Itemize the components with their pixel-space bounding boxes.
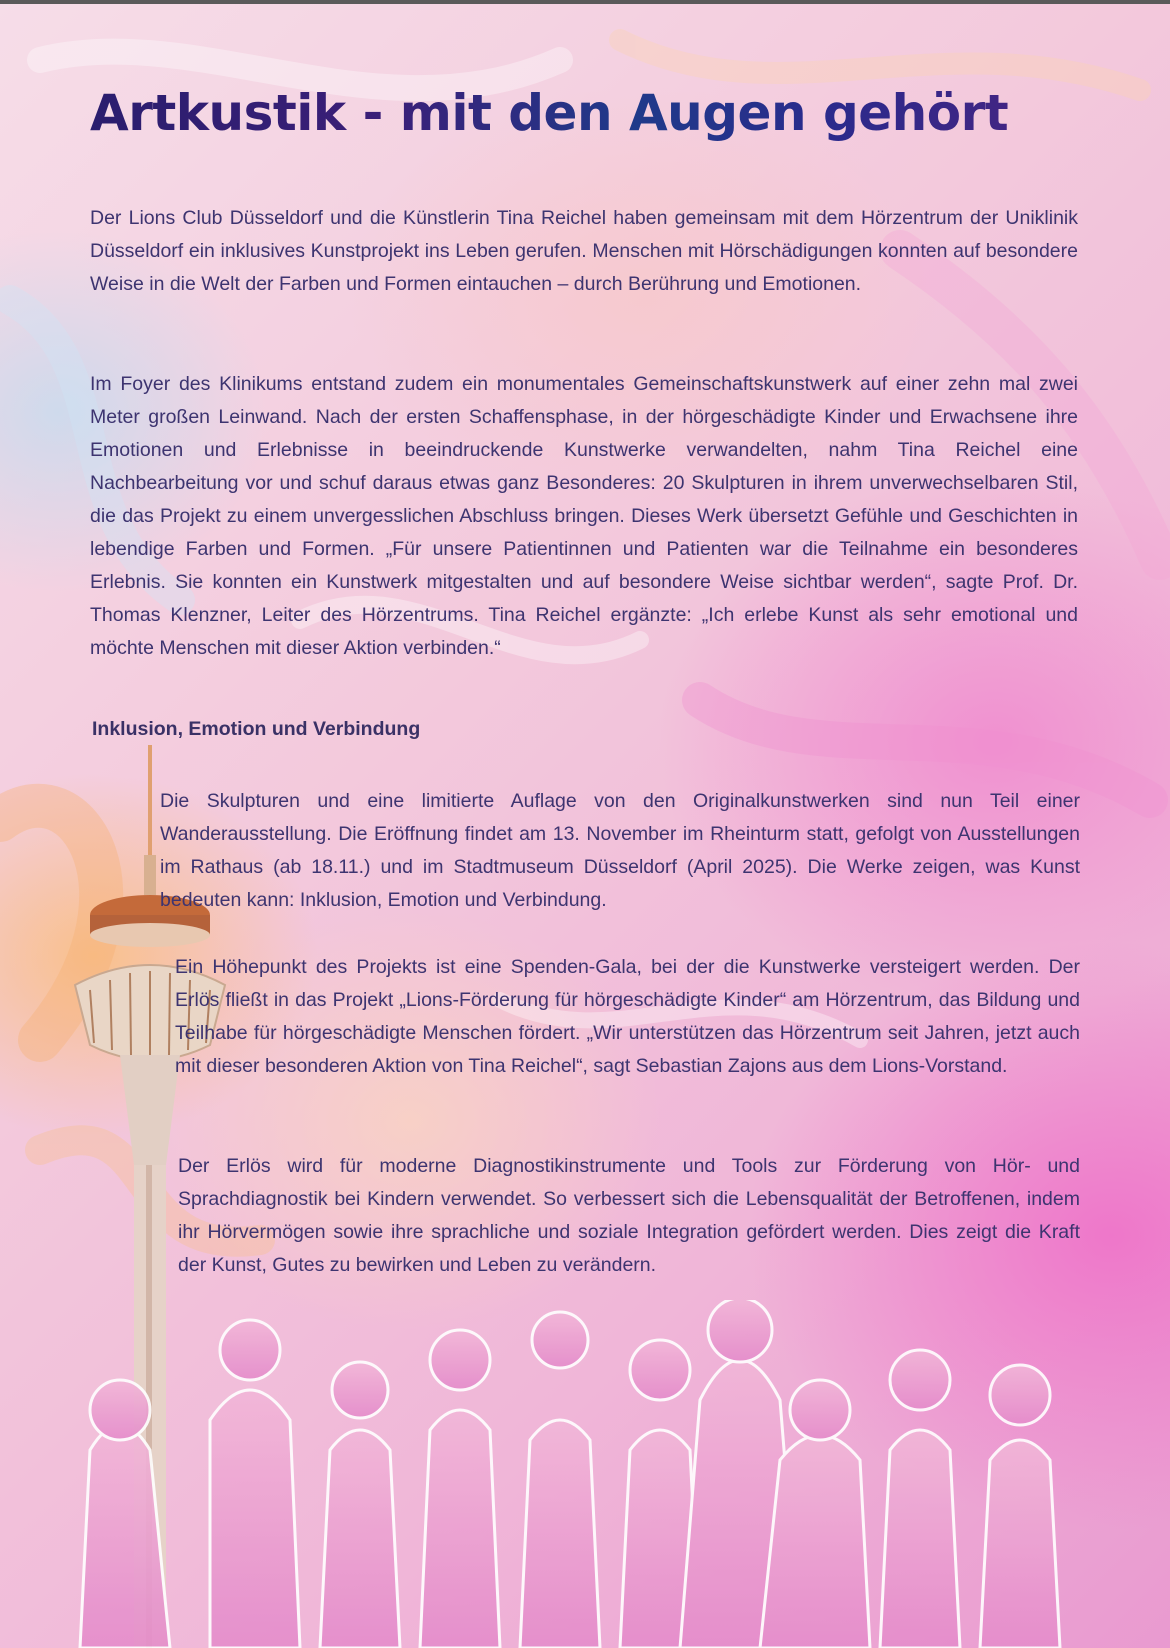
paragraph-proceeds: Der Erlös wird für moderne Diagnostikinstrumente und Tools zur Förderung von Hör- und Sprachdiagnostik bei Kindern verwendet. So verbessert sich die Lebensqualität der Betroffenen, indem ihr Hörvermögen sowie ihre sprachliche und soziale Integration gefördert werden. Dies zeigt die Kraft der Kunst, Gutes zu bewirken und Leben zu verändern. bbox=[178, 1155, 1080, 1276]
group-photo-image bbox=[60, 1300, 1120, 1648]
article-title: Artkustik - mit den Augen gehört bbox=[90, 84, 1080, 142]
paragraph-gala: Ein Höhepunkt des Projekts ist eine Spenden-Gala, bei der die Kunstwerke versteigert werden. Der Erlös fließt in das Projekt „Lions-Förderung für hörgeschädigte Kinder“ am Hörzentrum, das Bildung und Teilhabe für hörgeschädigte Menschen fördert. „Wir unterstützen das Hörzentrum seit Jahren, jetzt auch mit dieser besonderen Aktion von Tina Reichel“, sagt Sebastian Zajons aus dem Lions-Vorstand. bbox=[175, 956, 1080, 1077]
paragraph-intro: Der Lions Club Düsseldorf und die Künstlerin Tina Reichel haben gemeinsam mit dem Hörzentrum der Uniklinik Düsseldorf ein inklusives Kunstprojekt ins Leben gerufen. Menschen mit Hörschädigungen konnten auf besondere Weise in die Welt der Farben und Formen eintauchen – durch Berührung und Emotionen. bbox=[90, 207, 1078, 295]
section-heading: Inklusion, Emotion und Verbindung bbox=[92, 718, 421, 740]
paragraph-foyer-artwork: Im Foyer des Klinikums entstand zudem ein monumentales Gemeinschaftskunstwerk auf einer zehn mal zwei Meter großen Leinwand. Nach der ersten Schaffensphase, in der hörgeschädigte Kinder und Erwachsene ihre Emotionen und Erlebnisse in beeindruckende Kunstwerke verwandelten, nahm Tina Reichel eine Nachbearbeitung vor und schuf daraus etwas ganz Besonderes: 20 Skulpturen in ihrem unverwechselbaren Stil, die das Projekt zu einem unvergesslichen Abschluss bringen. Dieses Werk übersetzt Gefühle und Geschichten in lebendige Farben und Formen. „Für unsere Patientinnen und Patienten war die Teilnahme ein besonderes Erlebnis. Sie konnten ein Kunstwerk mitgestalten und auf besondere Weise sichtbar werden“, sagte Prof. Dr. Thomas Klenzner, Leiter des Hörzentrums. Tina Reichel ergänzte: „Ich erlebe Kunst als sehr emotional und möchte Menschen mit dieser Aktion verbinden.“ bbox=[90, 373, 1078, 659]
top-border bbox=[0, 0, 1170, 4]
paragraph-exhibition: Die Skulpturen und eine limitierte Auflage von den Originalkunstwerken sind nun Teil einer Wanderausstellung. Die Eröffnung findet am 13. November im Rheinturm statt, gefolgt von Ausstellungen im Rathaus (ab 18.11.) und im Stadtmuseum Düsseldorf (April 2025). Die Werke zeigen, was Kunst bedeuten kann: Inklusion, Emotion und Verbindung. bbox=[160, 790, 1080, 911]
